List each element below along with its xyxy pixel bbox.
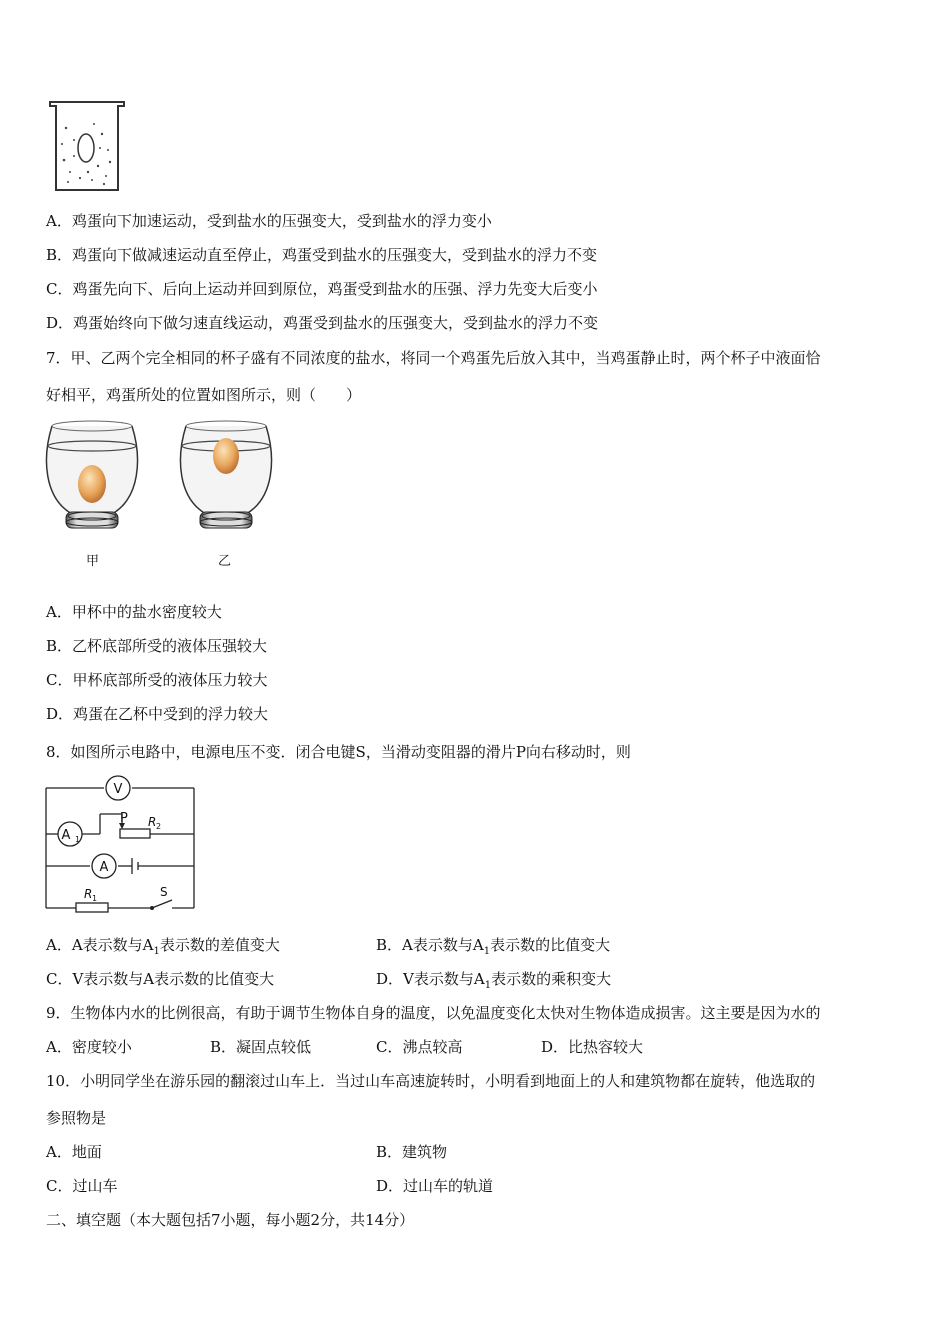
beaker-figure (44, 100, 134, 200)
caption-yi: 乙 (218, 554, 232, 569)
r1-subscript: 1 (92, 894, 98, 903)
cup-jia (47, 421, 138, 528)
slider-label: P (120, 811, 128, 826)
q6-option-d: D．鸡蛋始终向下做匀速直线运动，鸡蛋受到盐水的压强变大，受到盐水的浮力不变 (46, 314, 599, 332)
q8-option-b: B．A表示数与$A_1$表示数的比值变大 (376, 936, 611, 957)
q9-option-c: C．沸点较高 (376, 1038, 463, 1056)
ammeter-label: A (99, 860, 109, 875)
ammeter1-subscript: 1 (75, 835, 81, 844)
r1-label: R (84, 887, 93, 901)
q7-option-b: B．乙杯底部所受的液体压强较大 (46, 637, 268, 655)
q7-option-d: D．鸡蛋在乙杯中受到的浮力较大 (46, 705, 269, 723)
q8-option-c: C．V表示数与A表示数的比值变大 (46, 970, 275, 988)
voltmeter-label: V (113, 782, 123, 797)
caption-jia: 甲 (86, 554, 100, 569)
q9-stem: 9．生物体内水的比例很高，有助于调节生物体自身的温度，以免温度变化太快对生物体造成损害。这主要是因为水的 (46, 1004, 821, 1022)
q6-option-b: B．鸡蛋向下做减速运动直至停止，鸡蛋受到盐水的压强变大，受到盐水的浮力不变 (46, 246, 598, 264)
section2-heading: 二、填空题（本大题包括7小题，每小题2分，共14分） (46, 1211, 415, 1229)
q10-stem-line2: 参照物是 (46, 1109, 107, 1127)
q10-option-a: A．地面 (46, 1143, 102, 1161)
q9-option-b: B．凝固点较低 (210, 1038, 312, 1056)
q8-option-d: D．V表示数与$A_1$表示数的乘积变大 (376, 970, 612, 991)
cups-figure (44, 418, 284, 548)
q6-option-a: A．鸡蛋向下加速运动，受到盐水的压强变大，受到盐水的浮力变小 (46, 212, 492, 230)
switch-label: S (160, 885, 168, 899)
q7-stem-line2: 好相平，鸡蛋所处的位置如图所示，则（ ） (46, 386, 362, 404)
q10-option-b: B．建筑物 (376, 1143, 448, 1161)
ammeter1-label: A (61, 828, 71, 843)
q10-option-c: C．过山车 (46, 1177, 118, 1195)
q8-stem: 8．如图所示电路中，电源电压不变．闭合电键S，当滑动变阻器的滑片P向右移动时，则 (46, 743, 631, 761)
q7-option-a: A．甲杯中的盐水密度较大 (46, 603, 222, 621)
q7-stem-line1: 7．甲、乙两个完全相同的杯子盛有不同浓度的盐水，将同一个鸡蛋先后放入其中，当鸡蛋静止时，两个杯子中液面恰 (46, 349, 821, 367)
q9-option-d: D．比热容较大 (541, 1038, 644, 1056)
q7-option-c: C．甲杯底部所受的液体压力较大 (46, 671, 268, 689)
cup-yi (181, 421, 272, 528)
q6-option-c: C．鸡蛋先向下、后向上运动并回到原位，鸡蛋受到盐水的压强、浮力先变大后变小 (46, 280, 598, 298)
q8-option-a: A．A表示数与$A_1$表示数的差值变大 (46, 936, 280, 957)
r2-label: R (148, 815, 157, 829)
q10-option-d: D．过山车的轨道 (376, 1177, 494, 1195)
circuit-diagram (44, 774, 204, 914)
q9-option-a: A．密度较小 (46, 1038, 132, 1056)
r2-subscript: 2 (156, 822, 162, 831)
q10-stem-line1: 10．小明同学坐在游乐园的翻滚过山车上．当过山车高速旋转时，小明看到地面上的人和建筑物都在旋转，他选取的 (46, 1072, 816, 1090)
